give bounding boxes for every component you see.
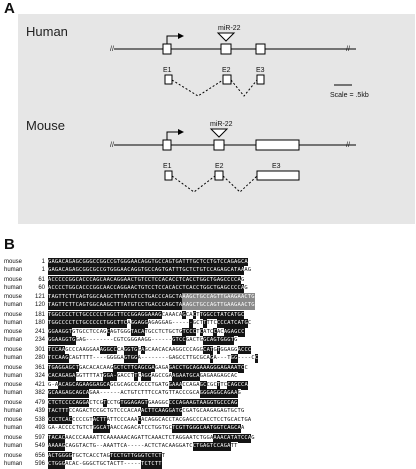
position-number: 1	[41, 267, 45, 273]
species-name: mouse	[4, 364, 23, 371]
species-name: human	[4, 302, 23, 309]
human-sequence-row	[0, 354, 416, 363]
sequence: ACCCCTGGCACCCGGCAACCAGGAACTGTCCTCCACACCTCACCTGGCTGAGCCCCAG	[48, 284, 248, 291]
mouse-intron1-splice	[172, 176, 215, 192]
human-mir22-label: miR-22	[218, 25, 241, 32]
sequence: ACCCCCGGCACCCAGCAACAGGAACTGTCCTCCACACCTCACCTGGCTGAGCCCCAG	[48, 276, 245, 283]
species-name: mouse	[4, 311, 23, 318]
mouse-e3-label: E3	[272, 163, 281, 170]
human-sequence-row	[0, 460, 416, 469]
human-intron2-splice	[231, 80, 257, 96]
species-name: human	[4, 390, 23, 397]
position-number: 301	[34, 347, 45, 353]
alignment-block	[0, 416, 416, 434]
alignment-block	[0, 381, 416, 399]
sequence: GAGACAGAGCGGCGCCGTGGGAACAGGTGCCAGTGATTTGCTCTGTCCAGAGCATAAAG	[48, 267, 252, 273]
species-name: human	[4, 407, 23, 414]
position-number: 597	[34, 435, 45, 441]
mouse-tss-arrow	[167, 132, 178, 140]
alignment-block	[0, 452, 416, 469]
human-sequence-row	[0, 319, 416, 328]
scale-label: Scale = .5kb	[330, 92, 369, 99]
mouse-exon3-box	[256, 140, 299, 150]
mouse-mir22-triangle	[211, 129, 227, 137]
alignment-block	[0, 346, 416, 364]
mouse-e1-label: E1	[163, 163, 172, 170]
species-name: human	[4, 355, 23, 361]
human-sequence-row	[0, 301, 416, 310]
position-number: 234	[34, 337, 45, 344]
species-name: human	[4, 443, 23, 449]
human-e3-label: E3	[256, 67, 265, 74]
species-name: mouse	[4, 435, 23, 441]
sequence: TGGCCCCTCTGCCCCCTGGCTTCCGGAGGAAAGCAAACAGCACTTGGCCTATCATGC	[48, 311, 245, 318]
species-name: human	[4, 372, 23, 379]
mouse-spliced-e3	[257, 171, 299, 180]
species-name: human	[4, 460, 23, 467]
human-spliced-e2	[223, 75, 231, 84]
mouse-tss-arrowhead	[178, 129, 184, 135]
mouse-exon1-box	[163, 140, 171, 150]
sequence: TCCAAGCAGTTTT----GGGGAGTGGA--------GAGCCTTGCGCAGA---TGG----CC	[48, 355, 259, 361]
human-sequence-row	[0, 284, 416, 293]
sequence: TACTTTCCAGACTCCGCTGTCCCACAAACTTCAAGGATGCGATGCAAGAGAGTGCTG	[48, 407, 245, 414]
position-number: 280	[34, 355, 45, 361]
panel-b-letter: B	[4, 236, 15, 253]
human-sequence-row	[0, 389, 416, 398]
position-number: 439	[34, 407, 45, 414]
position-number: 121	[34, 294, 45, 301]
alignment-block	[0, 311, 416, 329]
gene-structure-panel	[18, 14, 415, 224]
human-exon2-box	[221, 44, 231, 54]
species-name: human	[4, 284, 23, 291]
sequence-alignment	[0, 258, 416, 469]
human-sequence-row	[0, 424, 416, 433]
human-e2-label: E2	[222, 67, 231, 74]
mouse-label: Mouse	[26, 118, 66, 133]
position-number: 538	[34, 417, 45, 424]
human-label: Human	[26, 24, 68, 39]
sequence: CCCTCACCCCCGTACTTATTCCCAAACACAGGCACCTACGAGCCCACCTCCTGCACTGA	[48, 417, 252, 424]
sequence: AAAAGCAGGTACTG--AAATTCA-----ACTCTACAAGGATCCTGAGTCCAGATT	[48, 443, 238, 449]
species-name: human	[4, 267, 23, 273]
species-name: mouse	[4, 417, 23, 424]
sequence: TACACAACCCAAAATTCAAAAAACAGATTCAAACTCTAGGAATCTGGAAAACATATCCAG	[48, 435, 255, 441]
human-sequence-row	[0, 442, 416, 451]
position-number: 241	[34, 329, 45, 336]
position-number: 493	[34, 425, 45, 432]
alignment-block	[0, 276, 416, 294]
species-name: mouse	[4, 382, 23, 389]
sequence: TAGTTCTTCAGTGGCAAGCTTTATGTCCTGACCCAGCTAAAGCTGCCAGTTGAAGAACTG	[48, 294, 255, 301]
position-number: 361	[34, 364, 45, 371]
position-number: 181	[34, 311, 45, 318]
species-name: mouse	[4, 399, 23, 406]
species-name: human	[4, 337, 23, 344]
mouse-exon2-box	[214, 140, 224, 150]
alignment-block	[0, 364, 416, 382]
human-sequence-row	[0, 266, 416, 275]
sequence: GAGACAGAGCGGGCCGGCCGTGGGAACAGGTGCCAGTGATTTGCTCCTGTCCAGAGCA	[48, 259, 248, 265]
human-intron1-splice	[172, 80, 223, 96]
position-number: 1	[41, 259, 45, 265]
species-name: mouse	[4, 294, 23, 301]
human-exon3-box	[256, 44, 265, 54]
position-number: 656	[34, 452, 45, 459]
species-name: mouse	[4, 329, 23, 336]
sequence: TAGTTCTTCAGTGGCAAGCTTTATGTCCTGACCCAGCTAAAGCTGCCAGTTGAAGAACTG	[48, 302, 255, 309]
species-name: mouse	[4, 347, 23, 353]
species-name: human	[4, 425, 23, 432]
position-number: 60	[38, 284, 45, 291]
human-tss-arrow	[167, 36, 178, 44]
human-sequence-row	[0, 372, 416, 381]
human-left-break: //	[110, 46, 114, 53]
mouse-spliced-e1	[165, 171, 172, 180]
sequence: GGAAGGTGTGCCTCCAGCAGTGGGTACATGCCTCTGCTGTCCCTCATCCACAGAGCC	[48, 329, 245, 336]
sequence: CTGGGACAC-GGGCTGCTACTT-----TCTCTT	[48, 460, 162, 467]
position-number: 479	[34, 399, 45, 406]
sequence: TGGCCCCTCTGCCCCCTGGCTTCAGGAGGAGAGGAG------GCTTTTCCCCATCATGC	[48, 319, 252, 326]
mouse-left-break: //	[110, 142, 114, 149]
gene-structure-diagram	[18, 14, 415, 224]
position-number: 549	[34, 443, 45, 449]
mouse-mir22-label: miR-22	[210, 121, 233, 128]
alignment-block	[0, 328, 416, 346]
sequence: CTCTCCCCAGGACTCGTCCTGTGGAGAGTGAAGGCCCCAGAAGTAAGGTGCCCAG	[48, 399, 238, 406]
species-name: mouse	[4, 276, 23, 283]
sequence: TCCAAGCCCAAGGAAAGGCCCAGGTGGAGCAACACAAGGCCCAGGCATGTGGAGGACCC	[48, 347, 252, 353]
human-sequence-row	[0, 336, 416, 345]
position-number: 596	[34, 460, 45, 467]
alignment-block	[0, 258, 416, 276]
human-sequence-row	[0, 407, 416, 416]
alignment-block	[0, 434, 416, 452]
sequence: CACAGAGAGGTTTTATGGA-GACCTTCAGGAGCCGAAGAATGCAGAGAAGAGCAC	[48, 372, 238, 379]
position-number: 61	[38, 276, 45, 283]
position-number: 382	[34, 390, 45, 397]
panel-a-letter: A	[4, 0, 15, 17]
position-number: 324	[34, 372, 45, 379]
sequence: GCAAGAGCAGCAGAA------ACTGTCTTTCCATGTTACCCGCAGGGAGGCAGAAG	[48, 390, 241, 397]
sequence: ACTGGGGTGCTCACCTAGTCCTGTTGGGTCTCTT	[48, 452, 166, 459]
species-name: mouse	[4, 259, 23, 265]
human-right-break: //	[346, 46, 350, 53]
human-spliced-e3	[257, 75, 264, 84]
human-spliced-e1	[165, 75, 172, 84]
mouse-right-break: //	[346, 142, 350, 149]
alignment-block	[0, 399, 416, 417]
alignment-block	[0, 293, 416, 311]
human-tss-arrowhead	[178, 33, 184, 39]
mouse-e2-label: E2	[215, 163, 224, 170]
species-name: mouse	[4, 452, 23, 459]
mouse-intron2-splice	[223, 176, 257, 192]
sequence: TGAGGAGCTGACACACAAGGCTCTTCAGCGAGAGAGACCTGCAGAAAGGGAGAAATCC	[48, 364, 248, 371]
position-number: 180	[34, 319, 45, 326]
mouse-spliced-e2	[215, 171, 223, 180]
sequence: GA-ACCCCTGTCTGGCATAACCAGACATCCTGGTGCTCGTTGGGCAATGGTCAGCAA	[48, 425, 245, 432]
sequence: GGAAGGTGGAG--------CGTCGGGAAGG------GTCCGACTGGCAGTGGGTG	[48, 337, 238, 344]
sequence: G-AACAGCAGAAGGAGCAGCGCAGCCACCCTGATGGAAACCAGAGCCGCTTCCAGCCA	[48, 382, 248, 389]
position-number: 421	[34, 382, 45, 389]
human-mir22-triangle	[218, 33, 234, 41]
position-number: 120	[34, 302, 45, 309]
human-e1-label: E1	[163, 67, 172, 74]
human-exon1-box	[163, 44, 171, 54]
species-name: human	[4, 319, 23, 326]
